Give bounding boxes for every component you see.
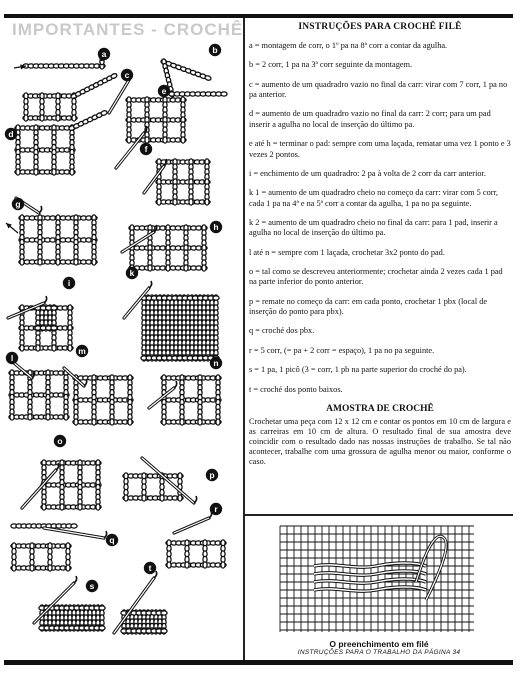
- mesh-column: [124, 473, 128, 501]
- instruction-item-i: i = enchimento de um quadradro: 2 pa à volta de 2 corr da carr anterior.: [249, 168, 486, 178]
- instruction-item-p: p = remate no começo da carr: em cada ponto, crochetar 1 pbx (local de inserção do ponto para pbx).: [249, 296, 488, 317]
- mesh-column: [74, 215, 78, 265]
- mesh-row: [161, 398, 221, 402]
- diagram-label-p: [206, 469, 218, 481]
- diagram-label-e: [158, 85, 170, 97]
- diagram-label-n: [210, 357, 222, 369]
- instruction-item-b: b = 2 corr, 1 pa na 3ª corr seguinte da montagem.: [249, 60, 413, 70]
- filled-block-k: [141, 295, 219, 361]
- svg-text:c: c: [124, 70, 130, 80]
- mesh-o: [41, 460, 101, 510]
- mesh-row: [35, 326, 57, 330]
- mesh-n: [161, 375, 221, 425]
- mesh-column: [64, 370, 68, 420]
- filled-square-i: [35, 305, 57, 331]
- mesh-column: [92, 215, 96, 265]
- mesh-column: [221, 540, 225, 568]
- mesh-l: [9, 370, 69, 420]
- instruction-item-q: q = croché dos pbx.: [249, 326, 315, 336]
- mesh-row: [126, 118, 186, 122]
- mesh-column: [166, 225, 170, 271]
- svg-text:a: a: [101, 49, 107, 59]
- mesh-row: [123, 496, 183, 500]
- mesh-column: [128, 375, 132, 425]
- mesh-column: [96, 460, 100, 510]
- mesh-row: [11, 544, 71, 548]
- mesh-e: [126, 97, 186, 143]
- mesh-row: [19, 346, 73, 350]
- mesh-column: [48, 543, 52, 571]
- sample-title: AMOSTRA DE CROCHÊ: [326, 403, 434, 414]
- mesh-column: [198, 375, 202, 425]
- mesh-column: [52, 125, 56, 175]
- svg-text:o: o: [57, 436, 63, 446]
- mesh-row: [41, 483, 101, 487]
- instruction-item-t: t = croché dos ponto baixos.: [249, 384, 343, 394]
- mesh-row: [73, 420, 133, 424]
- mesh-g: [19, 215, 97, 265]
- mesh-column: [56, 93, 60, 121]
- mesh-row: [73, 398, 133, 402]
- mesh-column: [40, 93, 44, 121]
- mesh-column: [38, 215, 42, 265]
- instruction-item-e: e até h = terminar o pad: sempre com uma laçada, rematar uma vez 1 ponto e 3 vezes 2 pontos.: [249, 139, 511, 159]
- crochet-diagrams-illustration: [4, 18, 243, 660]
- mesh-row: [141, 356, 219, 360]
- mesh-column: [181, 97, 185, 143]
- mesh-column: [10, 370, 14, 420]
- mesh-row: [156, 180, 210, 184]
- mesh-column: [66, 543, 70, 571]
- mesh-row: [11, 566, 71, 570]
- mesh-column: [34, 125, 38, 175]
- diagram-label-r: [210, 503, 222, 515]
- mesh-row: [126, 138, 186, 142]
- mesh-row: [161, 376, 221, 380]
- mesh-column: [163, 97, 167, 143]
- sample-text: Crochetar uma peça com 12 x 12 cm e contar os pontos em 10 cm de largura e as carreiras em 10 cm de altura. O resultado final de sua amostra deve coincidir com o resultado dado nas nossas instruções de trabalho. Se tal não acontecer, trabalhe com uma grossura de agulha menor ou maior, conforme o caso.: [249, 416, 511, 467]
- svg-text:l: l: [10, 353, 14, 363]
- mesh-row: [156, 160, 210, 164]
- mesh-column: [203, 540, 207, 568]
- svg-text:p: p: [209, 470, 215, 480]
- mesh-column: [92, 375, 96, 425]
- mesh-row: [123, 474, 183, 478]
- mesh-row: [15, 170, 75, 174]
- svg-text:t: t: [148, 563, 152, 573]
- mesh-d: [15, 125, 75, 175]
- instructions-panel: [249, 22, 511, 467]
- mesh-column: [70, 125, 74, 175]
- mesh-column: [127, 97, 131, 143]
- svg-text:n: n: [213, 358, 219, 368]
- mesh-column: [205, 159, 209, 205]
- mesh-row: [9, 371, 69, 375]
- mesh-row: [9, 415, 69, 419]
- diagram-label-o: [54, 435, 66, 447]
- diagram-label-m: [76, 345, 88, 357]
- mesh-row: [126, 98, 186, 102]
- svg-text:g: g: [15, 199, 21, 209]
- mesh-column: [20, 215, 24, 265]
- crochet-hook-icon: [174, 511, 212, 533]
- mesh-row: [161, 420, 221, 424]
- mesh-column: [162, 375, 166, 425]
- mesh-column: [185, 540, 189, 568]
- mesh-q: [11, 543, 71, 571]
- mesh-c: [23, 93, 77, 121]
- svg-text:f: f: [144, 144, 148, 154]
- section-divider: [245, 514, 513, 516]
- diagram-label-t: [144, 562, 156, 574]
- mesh-column: [145, 97, 149, 143]
- mesh-column: [216, 375, 220, 425]
- mesh-row: [156, 200, 210, 204]
- mesh-column: [56, 215, 60, 265]
- mesh-row: [23, 94, 77, 98]
- instructions-list: [249, 41, 511, 395]
- mesh-row: [166, 541, 226, 545]
- diagram-label-b: [209, 44, 221, 56]
- diagram-label-h: [210, 221, 222, 233]
- arrow-icon: [6, 223, 18, 233]
- mesh-column: [68, 305, 72, 351]
- diagram-label-s: [86, 580, 98, 592]
- figure-caption: O preenchimento em filé: [329, 639, 429, 649]
- chain-c: [70, 73, 117, 100]
- instruction-item-o: o = tal como se descreveu anteriormente; crochetar ainda 2 vezes cada 1 pad na parte inferior do ponto anterior.: [249, 267, 503, 287]
- crochet-diagrams-panel: [4, 18, 243, 660]
- svg-text:e: e: [161, 86, 167, 96]
- mesh-column: [46, 370, 50, 420]
- mesh-column: [78, 460, 82, 510]
- mesh-r: [166, 540, 226, 568]
- diagram-label-g: [12, 198, 24, 210]
- mesh-row: [141, 296, 219, 300]
- faded-header: IMPORTANTES - CROCHÊ: [12, 20, 243, 39]
- mesh-row: [41, 505, 101, 509]
- instruction-item-r: r = 5 corr, (= pa + 2 corr = espaço), 1 pa no pa seguinte.: [249, 345, 435, 355]
- svg-text:b: b: [212, 45, 218, 55]
- instruction-item-s: s = 1 pa, 1 picô (3 = corr, 1 pb na parte superior do croché do pa).: [249, 365, 467, 375]
- diagram-label-f: [140, 143, 152, 155]
- chain-b: [169, 92, 227, 96]
- mesh-column: [12, 543, 16, 571]
- diagram-label-i: [63, 277, 75, 289]
- svg-text:h: h: [213, 222, 219, 232]
- mesh-column: [167, 540, 171, 568]
- mesh-row: [73, 376, 133, 380]
- crochet-hook-icon: [44, 528, 107, 538]
- svg-text:q: q: [109, 535, 115, 545]
- svg-text:d: d: [8, 129, 14, 139]
- mesh-row: [23, 116, 77, 120]
- foundation-chain-a: [23, 64, 105, 68]
- column-divider: [243, 18, 245, 660]
- mesh-row: [166, 563, 226, 567]
- mesh-column: [157, 159, 161, 205]
- filet-filling-figure: [276, 520, 478, 638]
- mesh-row: [9, 393, 69, 397]
- mesh-row: [121, 629, 167, 633]
- diagram-label-l: [6, 352, 18, 364]
- mesh-column: [202, 225, 206, 271]
- diagram-label-d: [5, 128, 17, 140]
- mesh-column: [142, 473, 146, 501]
- instruction-item-k2: k 2 = aumento de um quadradro cheio no final da carr: para 1 pad, inserir a agulha no local de inserção do último pa.: [249, 217, 498, 238]
- mesh-row: [39, 626, 105, 630]
- instruction-item-a: a = montagem de corr, o 1º pa na 8ª corr a contar da agulha.: [249, 41, 448, 50]
- mesh-h: [129, 225, 207, 271]
- instruction-item-c: c = aumento de um quadradro vazio no final da carr: virar com 7 corr, 1 pa no pa anterior.: [249, 79, 508, 100]
- mesh-column: [60, 460, 64, 510]
- diagram-label-c: [121, 69, 133, 81]
- mesh-column: [184, 225, 188, 271]
- mesh-column: [24, 93, 28, 121]
- solid-stitch: [214, 295, 218, 361]
- instructions-title: INSTRUÇÕES PARA CROCHÊ FILÊ: [298, 22, 462, 32]
- svg-text:m: m: [78, 346, 86, 356]
- mesh-row: [15, 148, 75, 152]
- mesh-column: [178, 473, 182, 501]
- svg-text:k: k: [129, 268, 135, 278]
- figure-subcaption: INSTRUÇÕES PARA O TRABALHO DA PÁGINA 34: [297, 649, 461, 656]
- diagram-label-q: [106, 534, 118, 546]
- mesh-column: [30, 543, 34, 571]
- instruction-item-k1: k 1 = aumento de um quadradro cheio no começo da carr: virar com 5 corr, cada 1 pa na 4ª e na 5ª corr a contar da agulha, 1 pa no pa seguinte.: [249, 188, 499, 208]
- mesh-column: [110, 375, 114, 425]
- diagram-label-k: [126, 267, 138, 279]
- mesh-column: [189, 159, 193, 205]
- mesh-column: [173, 159, 177, 205]
- bottom-rule: [4, 660, 513, 665]
- svg-text:s: s: [89, 581, 95, 591]
- diagram-label-a: [98, 48, 110, 60]
- instruction-item-l: l até n = sempre com 1 laçada, crochetar 3x2 ponto do pad.: [249, 247, 445, 257]
- instruction-item-d: d = aumento de um quadradro vazio no final da carr: 2 corr; para um pad inserir a agulha no local de inserção do último pa.: [249, 109, 491, 129]
- svg-text:i: i: [67, 278, 71, 288]
- mesh-row: [41, 461, 101, 465]
- mesh-column: [180, 375, 184, 425]
- svg-text:r: r: [214, 504, 218, 514]
- mesh-row: [15, 126, 75, 130]
- filet-weave-yarn: [314, 563, 426, 591]
- mesh-column: [74, 375, 78, 425]
